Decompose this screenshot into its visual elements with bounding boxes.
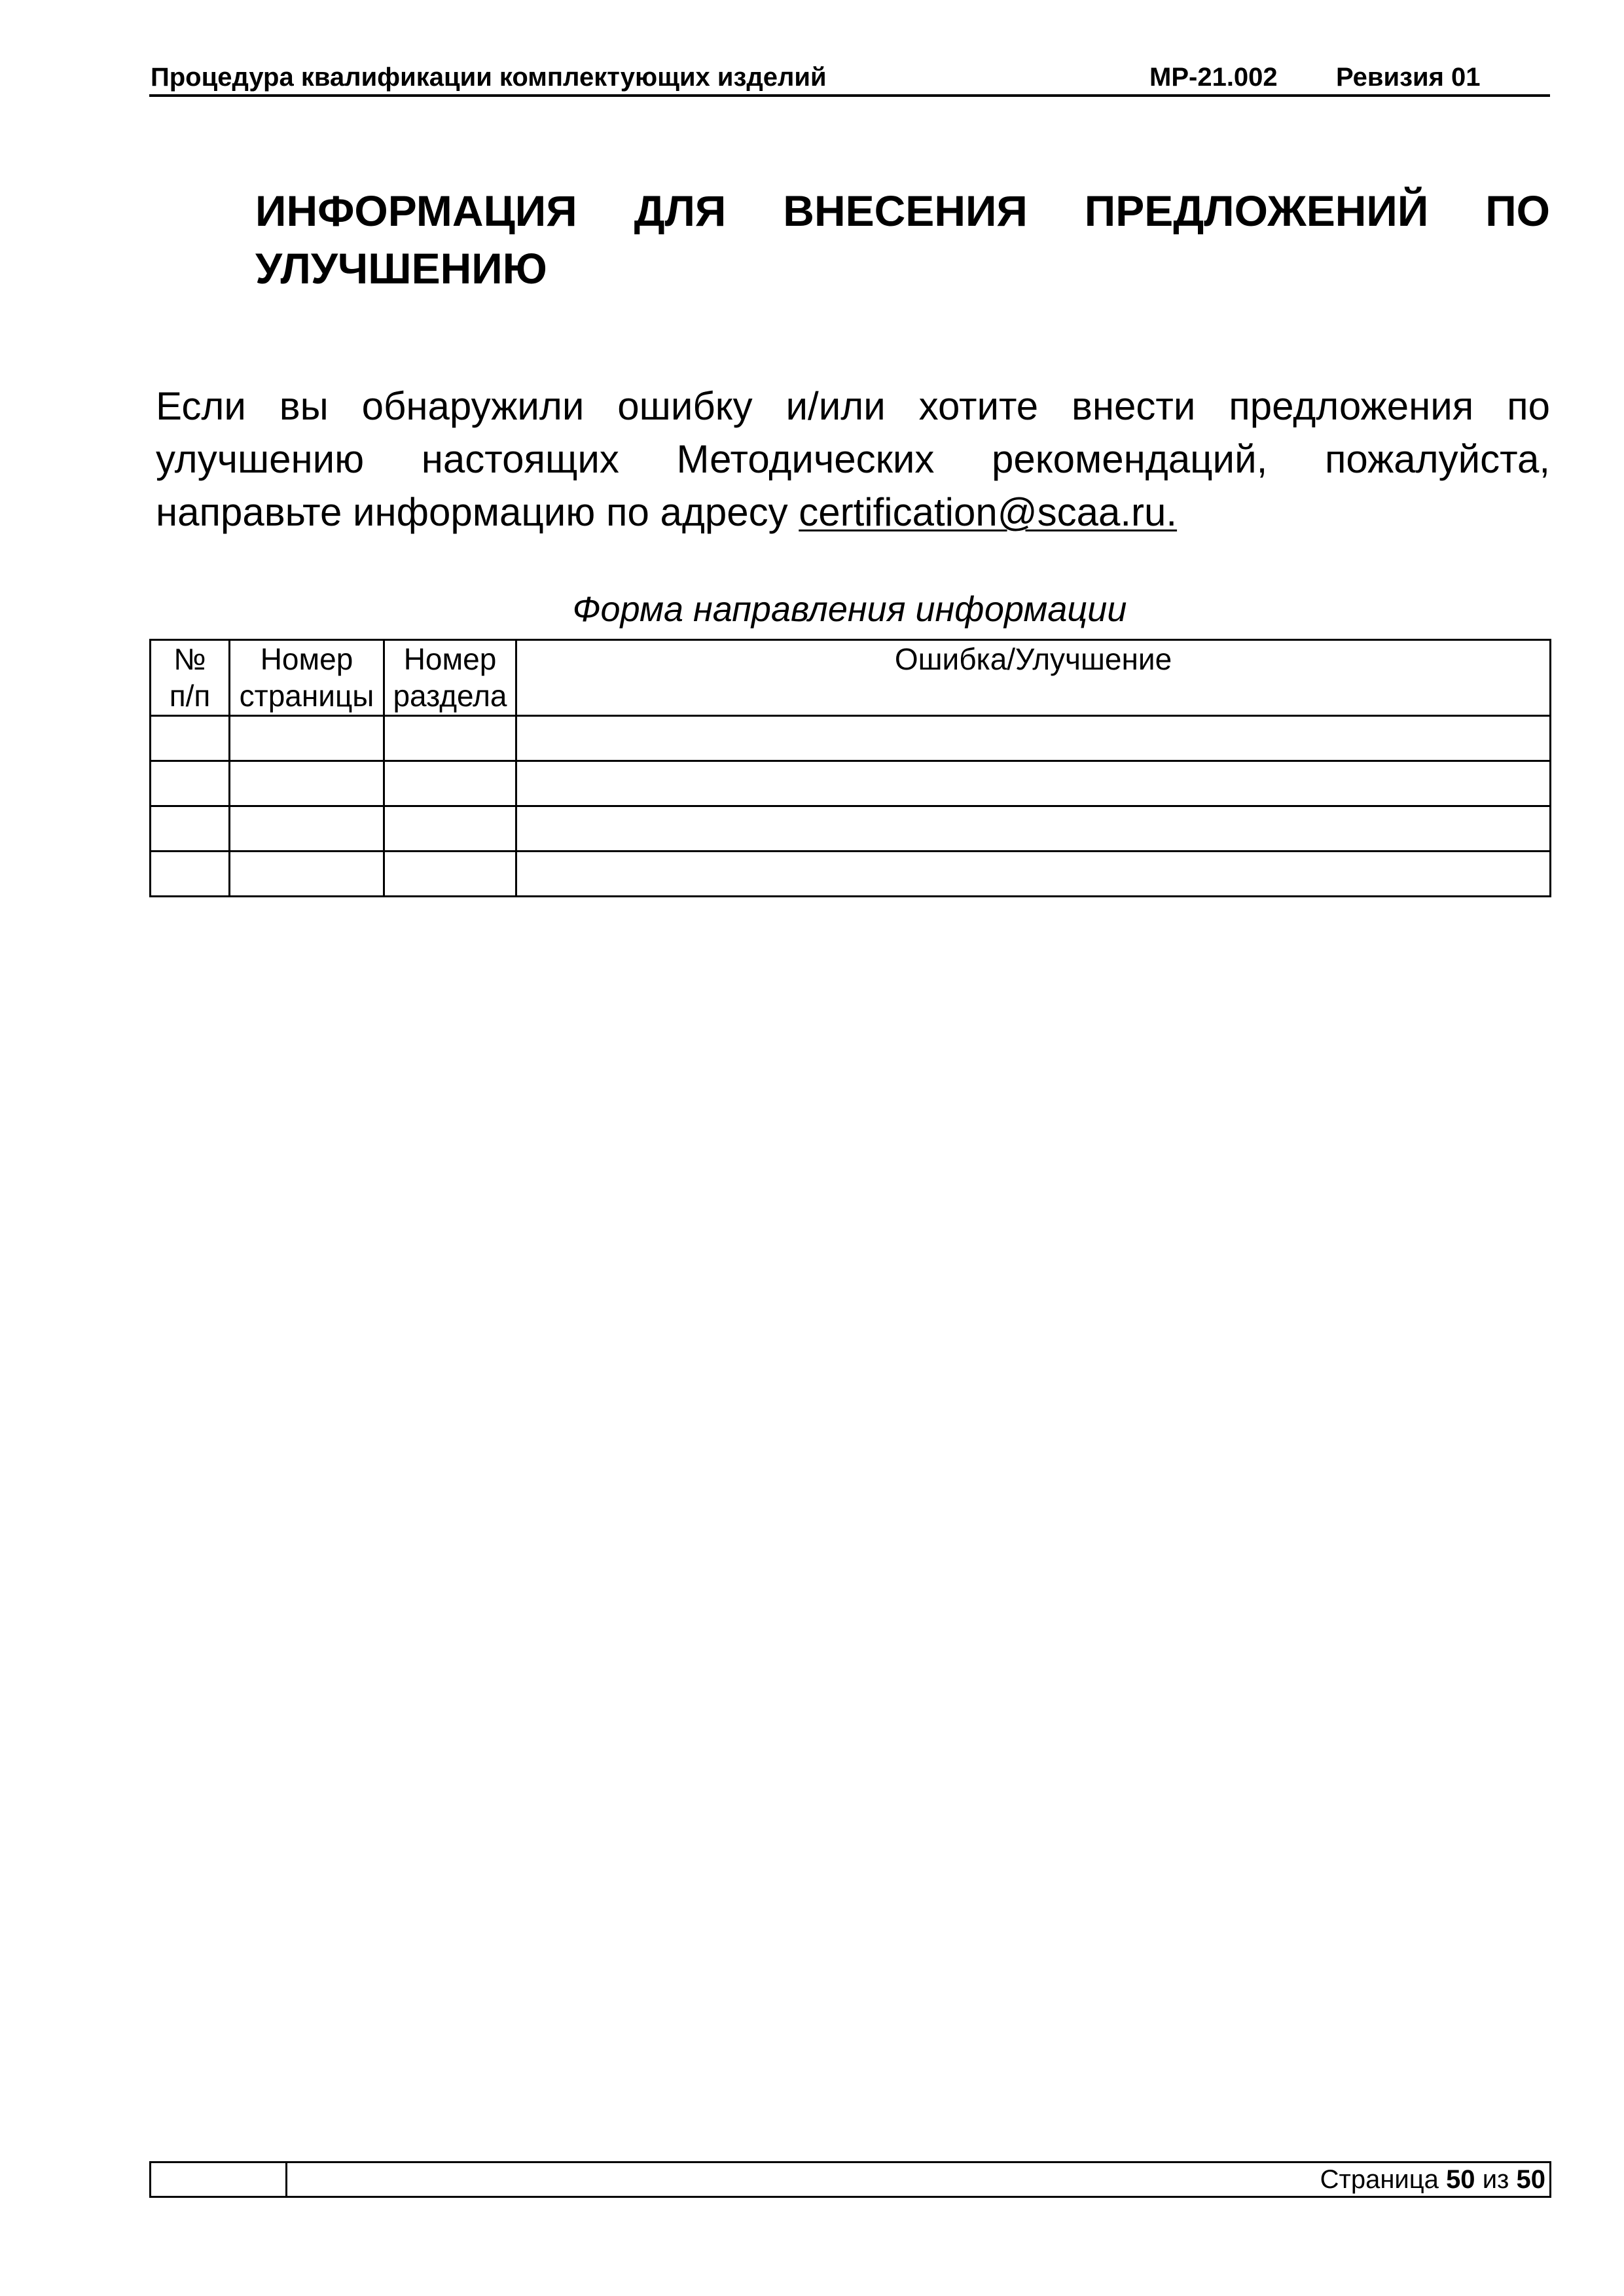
table-cell[interactable] [230,716,384,761]
table-cell[interactable] [516,852,1551,897]
column-header-number: № п/п [151,640,230,716]
table-cell[interactable] [516,806,1551,852]
table-cell[interactable] [230,806,384,852]
footer-empty-cell [151,2163,287,2196]
table-cell[interactable] [151,716,230,761]
document-revision: Ревизия 01 [1336,63,1481,92]
email-link[interactable]: certification@scaa.ru. [799,490,1178,534]
column-header-page: Номер страницы [230,640,384,716]
page-header [149,60,1550,97]
column-header-error-improvement: Ошибка/Улучшение [516,640,1551,716]
table-cell[interactable] [384,806,516,852]
table-cell[interactable] [230,852,384,897]
table-cell[interactable] [516,761,1551,806]
document-code: МР-21.002 [1149,63,1278,92]
table-row [151,716,1551,761]
page-footer [149,2161,1551,2198]
table-cell[interactable] [151,761,230,806]
table-cell[interactable] [384,761,516,806]
table-cell[interactable] [151,806,230,852]
form-caption: Форма направления информации [572,590,1127,629]
table-cell[interactable] [384,852,516,897]
table-row [151,852,1551,897]
body-text: Если вы обнаружили ошибку и/или хотите внести предложения по улучшению настоящих Методических рекомендаций, пожалуйста, направьте информацию по адресу [156,384,1550,534]
column-header-section: Номер раздела [384,640,516,716]
body-paragraph [156,380,1550,539]
table-cell[interactable] [230,761,384,806]
table-cell[interactable] [384,716,516,761]
feedback-form-table [149,639,1551,897]
table-header-row [151,640,1551,716]
table-cell[interactable] [516,716,1551,761]
table-row [151,761,1551,806]
section-heading: ИНФОРМАЦИЯ ДЛЯ ВНЕСЕНИЯ ПРЕДЛОЖЕНИЙ ПО УЛУЧШЕНИЮ [255,187,1550,293]
page-number: Страница 50 из 50 [1320,2165,1545,2194]
document-title: Процедура квалификации комплектующих изделий [151,63,827,92]
table-cell[interactable] [151,852,230,897]
table-row [151,806,1551,852]
